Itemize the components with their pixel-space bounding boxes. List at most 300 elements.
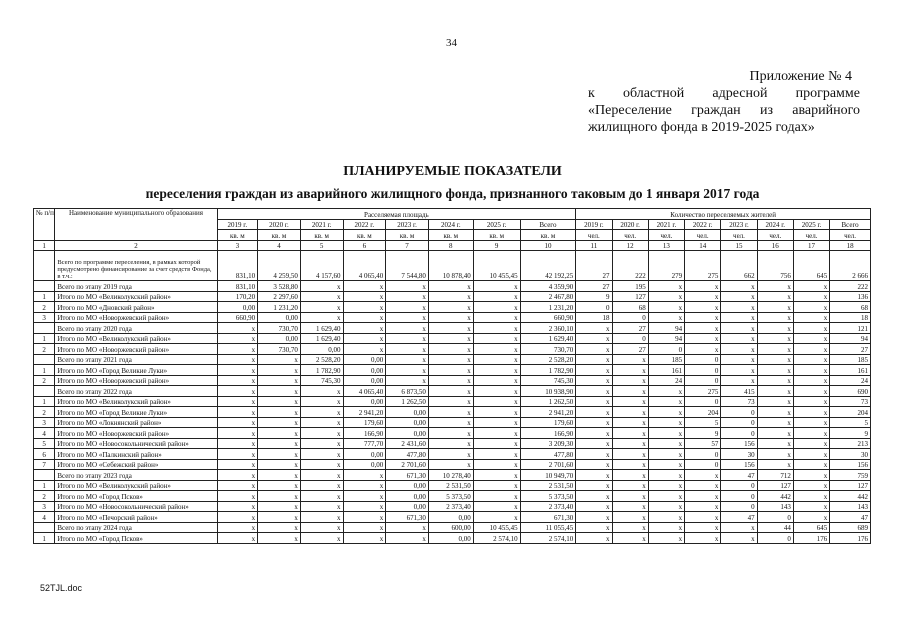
row-value: x — [473, 407, 520, 418]
table-row — [34, 480, 871, 491]
row-value: 745,30 — [520, 375, 576, 386]
row-value: x — [612, 365, 648, 376]
row-value: x — [612, 480, 648, 491]
row-value: 275 — [685, 386, 721, 397]
row-value: x — [217, 449, 258, 460]
row-name: Итого по МО «Новосокольнический район» — [55, 438, 217, 449]
row-name: Всего по этапу 2020 года — [55, 323, 217, 334]
header-year: 2023 г. — [721, 219, 757, 230]
row-value: 42 192,25 — [520, 251, 576, 281]
row-name: Итого по МО «Великолукский район» — [55, 396, 217, 407]
row-name: Итого по МО «Город Великие Луки» — [55, 407, 217, 418]
annex-line2: к областной адресной программе — [588, 86, 860, 101]
row-value: x — [428, 354, 473, 365]
row-value: 44 — [757, 522, 793, 533]
row-value: x — [793, 512, 829, 523]
header-year: 2020 г. — [258, 219, 301, 230]
row-value: x — [300, 386, 343, 397]
row-value: x — [343, 333, 386, 344]
row-value: x — [793, 344, 829, 355]
row-value: 27 — [576, 281, 612, 292]
table-row — [34, 417, 871, 428]
header-total: Всего — [830, 219, 871, 230]
row-value: 30 — [830, 449, 871, 460]
row-value: x — [576, 323, 612, 334]
row-value: 671,30 — [386, 470, 429, 481]
row-value: x — [258, 396, 301, 407]
row-value: 204 — [830, 407, 871, 418]
row-value: x — [793, 354, 829, 365]
row-value: x — [576, 365, 612, 376]
row-number: 1 — [34, 396, 55, 407]
row-value: x — [685, 512, 721, 523]
indicators-table — [33, 208, 871, 544]
header-unit: чел. — [685, 230, 721, 241]
row-value: 4 157,60 — [300, 251, 343, 281]
header-unit: чел. — [721, 230, 757, 241]
header-unit: чел. — [576, 230, 612, 241]
row-value: 0 — [721, 417, 757, 428]
row-value: x — [648, 281, 684, 292]
footer-filename: 52TJL.doc — [40, 583, 83, 593]
row-value: 185 — [830, 354, 871, 365]
row-value: x — [258, 386, 301, 397]
row-value: 185 — [648, 354, 684, 365]
row-name: Итого по МО «Новоржевский район» — [55, 312, 217, 323]
row-number — [34, 251, 55, 281]
row-value: x — [612, 354, 648, 365]
row-value: x — [576, 407, 612, 418]
row-value: 156 — [721, 438, 757, 449]
row-value: x — [343, 281, 386, 292]
row-value: 0,00 — [428, 512, 473, 523]
row-name: Всего по этапу 2021 года — [55, 354, 217, 365]
header-column-number: 15 — [721, 240, 757, 251]
row-value: 0,00 — [343, 365, 386, 376]
row-value: x — [217, 354, 258, 365]
row-value: x — [576, 512, 612, 523]
row-value: x — [217, 333, 258, 344]
row-value: x — [473, 386, 520, 397]
header-unit: кв. м — [428, 230, 473, 241]
row-value: 143 — [830, 501, 871, 512]
row-value: 68 — [612, 302, 648, 313]
row-value: x — [473, 417, 520, 428]
row-value: x — [721, 344, 757, 355]
row-value: x — [793, 428, 829, 439]
row-value: x — [612, 522, 648, 533]
row-value: 166,90 — [343, 428, 386, 439]
row-value: 279 — [648, 251, 684, 281]
row-value: x — [648, 312, 684, 323]
row-value: x — [721, 533, 757, 544]
row-value: x — [343, 533, 386, 544]
row-number: 2 — [34, 302, 55, 313]
row-value: x — [217, 407, 258, 418]
row-value: 4 259,50 — [258, 251, 301, 281]
row-value: 2 528,20 — [300, 354, 343, 365]
row-number — [34, 522, 55, 533]
row-value: x — [793, 333, 829, 344]
table-row — [34, 291, 871, 302]
row-value: x — [300, 302, 343, 313]
row-value: x — [473, 323, 520, 334]
table-row — [34, 522, 871, 533]
row-value: x — [685, 501, 721, 512]
row-value: x — [343, 491, 386, 502]
row-value: 18 — [576, 312, 612, 323]
header-year: 2021 г. — [300, 219, 343, 230]
row-value: x — [793, 449, 829, 460]
row-value: 10 455,45 — [473, 522, 520, 533]
header-year: 2019 г. — [217, 219, 258, 230]
row-number: 2 — [34, 344, 55, 355]
row-value: 1 262,50 — [386, 396, 429, 407]
header-column-number: 1 — [34, 240, 55, 251]
row-number: 5 — [34, 438, 55, 449]
row-name: Итого по МО «Великолукский район» — [55, 480, 217, 491]
row-value: x — [386, 302, 429, 313]
row-value: x — [473, 291, 520, 302]
header-column-number: 3 — [217, 240, 258, 251]
table-row — [34, 365, 871, 376]
row-value: 5 373,50 — [520, 491, 576, 502]
row-number: 2 — [34, 375, 55, 386]
row-value: x — [685, 281, 721, 292]
table-row — [34, 438, 871, 449]
header-year: 2020 г. — [612, 219, 648, 230]
table-row — [34, 407, 871, 418]
row-value: x — [300, 512, 343, 523]
row-value: 161 — [830, 365, 871, 376]
table-row — [34, 449, 871, 460]
row-value: x — [685, 323, 721, 334]
row-value: 0,00 — [386, 491, 429, 502]
row-value: x — [428, 449, 473, 460]
table-row — [34, 428, 871, 439]
table-row — [34, 344, 871, 355]
row-value: 24 — [830, 375, 871, 386]
row-value: x — [258, 470, 301, 481]
row-value: 18 — [830, 312, 871, 323]
row-value: x — [612, 470, 648, 481]
row-value: x — [300, 449, 343, 460]
row-value: x — [343, 302, 386, 313]
table-row — [34, 333, 871, 344]
row-value: x — [648, 533, 684, 544]
row-value: 2 531,50 — [520, 480, 576, 491]
header-column-number: 6 — [343, 240, 386, 251]
header-year: 2022 г. — [343, 219, 386, 230]
row-value: x — [612, 375, 648, 386]
row-number: 2 — [34, 491, 55, 502]
row-value: x — [648, 459, 684, 470]
header-column-number: 9 — [473, 240, 520, 251]
row-value: x — [576, 459, 612, 470]
row-value: x — [428, 302, 473, 313]
row-value: x — [648, 417, 684, 428]
header-unit: кв. м — [343, 230, 386, 241]
row-value: x — [473, 281, 520, 292]
row-value: 222 — [612, 251, 648, 281]
row-value: x — [300, 428, 343, 439]
row-value: x — [612, 501, 648, 512]
row-value: x — [343, 522, 386, 533]
row-value: x — [648, 449, 684, 460]
row-value: 47 — [830, 512, 871, 523]
row-value: 477,80 — [386, 449, 429, 460]
row-value: x — [217, 396, 258, 407]
row-value: x — [793, 396, 829, 407]
row-value: 156 — [721, 459, 757, 470]
row-value: x — [648, 407, 684, 418]
row-value: 73 — [830, 396, 871, 407]
row-value: x — [576, 354, 612, 365]
row-value: 600,00 — [428, 522, 473, 533]
row-value: 662 — [721, 251, 757, 281]
header-unit: чел. — [648, 230, 684, 241]
row-value: x — [258, 501, 301, 512]
row-name: Итого по МО «Печорский район» — [55, 512, 217, 523]
row-value: 2 701,60 — [386, 459, 429, 470]
row-value: 442 — [757, 491, 793, 502]
row-value: 156 — [830, 459, 871, 470]
row-value: 10 455,45 — [473, 251, 520, 281]
row-value: x — [473, 480, 520, 491]
row-name: Итого по МО «Локнянский район» — [55, 417, 217, 428]
header-column-number: 5 — [300, 240, 343, 251]
header-year: 2024 г. — [757, 219, 793, 230]
row-value: 5 373,50 — [428, 491, 473, 502]
row-value: x — [258, 491, 301, 502]
row-value: 10 878,40 — [428, 251, 473, 281]
row-value: x — [685, 470, 721, 481]
row-value: 0,00 — [343, 354, 386, 365]
row-name: Всего по этапу 2022 года — [55, 386, 217, 397]
row-value: x — [343, 501, 386, 512]
row-value: 127 — [612, 291, 648, 302]
header-num: № п/п — [34, 209, 55, 241]
row-value: 9 — [685, 428, 721, 439]
row-value: x — [258, 512, 301, 523]
row-value: x — [217, 501, 258, 512]
row-name: Итого по МО «Новоржевский район» — [55, 375, 217, 386]
row-value: x — [473, 459, 520, 470]
table-row — [34, 251, 871, 281]
header-name: Наименование муниципального образования — [55, 209, 217, 241]
row-value: 10 949,70 — [520, 470, 576, 481]
row-value: x — [576, 438, 612, 449]
row-value: x — [300, 407, 343, 418]
row-value: x — [721, 375, 757, 386]
row-value: 136 — [830, 291, 871, 302]
row-value: x — [217, 365, 258, 376]
row-value: 1 629,40 — [520, 333, 576, 344]
header-column-number: 12 — [612, 240, 648, 251]
row-value: x — [576, 333, 612, 344]
row-value: x — [793, 491, 829, 502]
row-value: 57 — [685, 438, 721, 449]
row-value: x — [793, 291, 829, 302]
header-unit: кв. м — [217, 230, 258, 241]
row-value: x — [793, 480, 829, 491]
row-name: Итого по МО «Себежский район» — [55, 459, 217, 470]
row-number: 7 — [34, 459, 55, 470]
row-name: Итого по МО «Новосокольнический район» — [55, 501, 217, 512]
row-name: Итого по МО «Новоржевский район» — [55, 428, 217, 439]
row-value: 179,60 — [520, 417, 576, 428]
header-column-number: 11 — [576, 240, 612, 251]
row-value: 4 065,40 — [343, 251, 386, 281]
row-number: 2 — [34, 407, 55, 418]
row-value: x — [300, 417, 343, 428]
row-value: 195 — [612, 281, 648, 292]
annex-line4: жилищного фонда в 2019-2025 годах» — [588, 120, 815, 135]
row-value: x — [757, 459, 793, 470]
row-value: 0 — [612, 312, 648, 323]
row-number: 1 — [34, 291, 55, 302]
row-value: 5 — [685, 417, 721, 428]
row-value: x — [343, 312, 386, 323]
row-value: x — [386, 522, 429, 533]
table-row — [34, 470, 871, 481]
row-value: x — [685, 333, 721, 344]
row-value: x — [217, 512, 258, 523]
row-value: x — [757, 438, 793, 449]
row-number: 3 — [34, 501, 55, 512]
row-value: x — [793, 459, 829, 470]
row-value: 745,30 — [300, 375, 343, 386]
row-value: 0,00 — [386, 428, 429, 439]
row-value: x — [757, 396, 793, 407]
row-value: x — [612, 459, 648, 470]
header-year: 2019 г. — [576, 219, 612, 230]
row-value: 27 — [612, 344, 648, 355]
row-value: x — [612, 428, 648, 439]
row-value: x — [685, 480, 721, 491]
row-value: 730,70 — [258, 344, 301, 355]
row-value: x — [217, 470, 258, 481]
row-value: 166,90 — [520, 428, 576, 439]
row-value: x — [685, 344, 721, 355]
row-value: 671,30 — [386, 512, 429, 523]
row-value: x — [793, 386, 829, 397]
row-value: x — [757, 428, 793, 439]
annex-block — [588, 68, 860, 136]
row-value: x — [300, 491, 343, 502]
row-value: x — [217, 344, 258, 355]
row-value: 0,00 — [343, 396, 386, 407]
table-row — [34, 501, 871, 512]
header-year: 2025 г. — [793, 219, 829, 230]
row-value: x — [217, 480, 258, 491]
row-value: 730,70 — [258, 323, 301, 334]
row-number: 3 — [34, 312, 55, 323]
row-value: x — [217, 417, 258, 428]
header-unit: чел. — [793, 230, 829, 241]
row-value: 0,00 — [343, 449, 386, 460]
row-value: x — [757, 333, 793, 344]
row-value: x — [648, 291, 684, 302]
table-row — [34, 281, 871, 292]
row-value: 0 — [721, 407, 757, 418]
row-value: 27 — [576, 251, 612, 281]
row-value: 10 938,90 — [520, 386, 576, 397]
row-value: x — [258, 480, 301, 491]
row-value: 712 — [757, 470, 793, 481]
row-value: 2 941,20 — [520, 407, 576, 418]
row-value: x — [612, 438, 648, 449]
row-number: 6 — [34, 449, 55, 460]
row-value: 0,00 — [343, 459, 386, 470]
row-value: x — [473, 354, 520, 365]
row-name: Итого по МО «Палкинский район» — [55, 449, 217, 460]
header-unit: чел. — [612, 230, 648, 241]
row-value: x — [386, 281, 429, 292]
row-value: 645 — [793, 522, 829, 533]
row-value: x — [343, 344, 386, 355]
header-column-number: 8 — [428, 240, 473, 251]
row-value: x — [386, 333, 429, 344]
row-number: 4 — [34, 428, 55, 439]
row-value: 831,10 — [217, 251, 258, 281]
row-value: 0,00 — [386, 480, 429, 491]
row-value: x — [721, 312, 757, 323]
row-name: Итого по МО «Великолукский район» — [55, 291, 217, 302]
row-value: x — [473, 312, 520, 323]
row-value: x — [258, 533, 301, 544]
row-name: Итого по МО «Великолукский район» — [55, 333, 217, 344]
row-value: x — [648, 491, 684, 502]
row-value: x — [473, 375, 520, 386]
row-value: x — [386, 312, 429, 323]
row-value: 0 — [721, 491, 757, 502]
row-value: x — [793, 375, 829, 386]
header-year: 2025 г. — [473, 219, 520, 230]
row-value: x — [300, 291, 343, 302]
row-value: 730,70 — [520, 344, 576, 355]
row-value: 47 — [721, 470, 757, 481]
row-value: x — [721, 291, 757, 302]
row-value: x — [300, 480, 343, 491]
row-value: 0,00 — [386, 501, 429, 512]
row-value: 47 — [721, 512, 757, 523]
row-name: Итого по МО «Новоржевский район» — [55, 344, 217, 355]
row-number: 1 — [34, 365, 55, 376]
row-value: 2 574,10 — [520, 533, 576, 544]
table-row — [34, 375, 871, 386]
row-value: x — [386, 354, 429, 365]
row-value: 0,00 — [300, 344, 343, 355]
row-value: x — [757, 365, 793, 376]
table-body — [34, 251, 871, 544]
row-value: 0 — [757, 512, 793, 523]
row-value: 1 231,20 — [258, 302, 301, 313]
row-value: 2 373,40 — [428, 501, 473, 512]
row-value: 759 — [830, 470, 871, 481]
row-value: x — [612, 449, 648, 460]
row-value: x — [648, 386, 684, 397]
row-value: 442 — [830, 491, 871, 502]
row-value: 2 297,60 — [258, 291, 301, 302]
row-value: 5 — [830, 417, 871, 428]
row-number: 1 — [34, 533, 55, 544]
row-value: 1 782,90 — [300, 365, 343, 376]
row-value: x — [258, 438, 301, 449]
table-row — [34, 386, 871, 397]
row-value: x — [793, 407, 829, 418]
header-column-number: 16 — [757, 240, 793, 251]
